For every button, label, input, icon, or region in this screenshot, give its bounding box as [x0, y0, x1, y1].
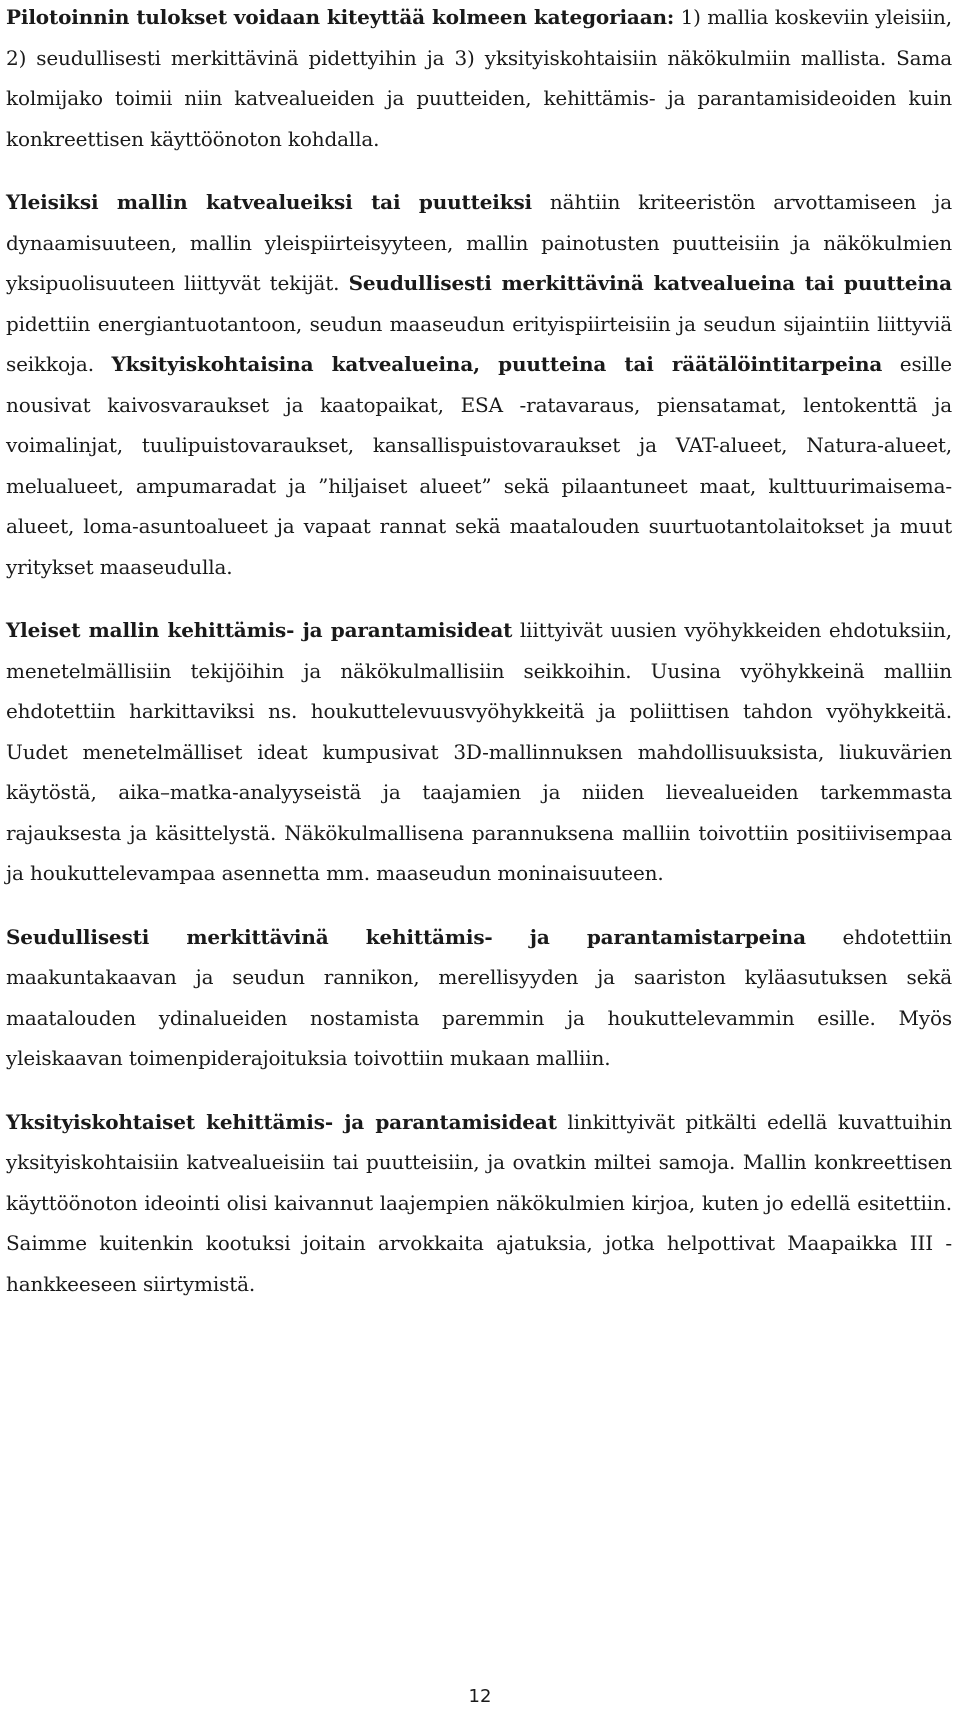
paragraph-text: pidettiin energiantuotantoon, seudun maaseudun erityispiirteisiin ja seudun sijaintiin liittyviä seikkoja. — [6, 311, 952, 376]
paragraph-heading: Yleiset mallin kehittämis- ja parantamisideat — [6, 618, 513, 642]
paragraph-text: nähtiin kriteeristön arvottamiseen ja dynaamisuuteen, mallin yleispiirteisyyteen, mallin painotusten puutteisiin ja näkökulmien yksipuolisuuteen liittyvät tekijät. — [6, 190, 952, 295]
paragraph — [6, 0, 952, 159]
paragraph-heading: Seudullisesti merkittävinä katvealueina tai puutteina — [348, 271, 952, 295]
paragraph-text: linkittyivät pitkälti edellä kuvattuihin yksityiskohtaisiin katvealueisiin tai puutteisiin, ja ovatkin miltei samoja. Mallin konkreettisen käyttöönoton ideointi olisi kaivannut laajempien näkökulmien kirjoa, kuten jo edellä esitettiin. Saimme kuitenkin kootuksi joitain arvokkaita ajatuksia, jotka helpottivat Maapaikka III -hankkeeseen siirtymistä. — [6, 1109, 952, 1296]
paragraph-heading: Seudullisesti merkittävinä kehittämis- ja parantamistarpeina — [6, 924, 806, 949]
paragraph-heading: Pilotoinnin tulokset voidaan kiteyttää kolmeen kategoriaan: — [6, 5, 675, 29]
paragraph-heading: Yksityiskohtaiset kehittämis- ja parantamisideat — [6, 1109, 557, 1134]
paragraph — [6, 182, 952, 587]
paragraph — [6, 610, 952, 894]
paragraph-text: esille nousivat kaivosvaraukset ja kaatopaikat, ESA -ratavaraus, piensatamat, lentokenttä ja voimalinjat, tuulipuistovaraukset, kansallispuistovaraukset ja VAT-alueet, Natura-alueet, melualueet, ampumaradat ja ”hiljaiset alueet” sekä pilaantuneet maat, kulttuurimaisema-alueet, loma-asuntoalueet ja vapaat rannat sekä maatalouden suurtuotantolaitokset ja muut yritykset maaseudulla. — [6, 352, 952, 579]
paragraph — [6, 917, 952, 1079]
page-number: 12 — [468, 1686, 492, 1707]
document-body — [6, 0, 952, 1304]
paragraph-text: 1) mallia koskeviin yleisiin, 2) seudullisesti merkittävinä pidettyihin ja 3) yksityiskohtaisiin näkökulmiin mallista. Sama kolmijako toimii niin katvealueiden ja puutteiden, kehittämis- ja parantamisideoiden kuin konkreettisen käyttöönoton kohdalla. — [6, 5, 952, 151]
paragraph-heading: Yksityiskohtaisina katvealueina, puutteina tai räätälöintitarpeina — [111, 352, 883, 376]
paragraph-text: ehdotettiin maakuntakaavan ja seudun rannikon, merellisyyden ja saariston kyläasutuksen sekä maatalouden ydinalueiden nostamista paremmin ja houkuttelevammin esille. Myös yleiskaavan toimenpiderajoituksia toivottiin mukaan malliin. — [6, 924, 952, 1070]
paragraph-heading: Yleisiksi mallin katvealueiksi tai puutteiksi — [6, 190, 533, 214]
paragraph — [6, 1102, 952, 1305]
paragraph-text: liittyivät uusien vyöhykkeiden ehdotuksiin, menetelmällisiin tekijöihin ja näkökulmallisiin seikkoihin. Uusina vyöhykkeinä malliin ehdotettiin harkittaviksi ns. houkuttelevuusvyöhykkeitä ja poliittisen tahdon vyöhykkeitä. Uudet menetelmälliset ideat kumpusivat 3D-mallinnuksen mahdollisuuksista, liukuvärien käytöstä, aika–matka-analyyseistä ja taajamien ja niiden lievealueiden tarkemmasta rajauksesta ja käsittelystä. Näkökulmallisena parannuksena malliin toivottiin positiivisempaa ja houkuttelevampaa asennetta mm. maaseudun moninaisuuteen. — [6, 618, 952, 885]
